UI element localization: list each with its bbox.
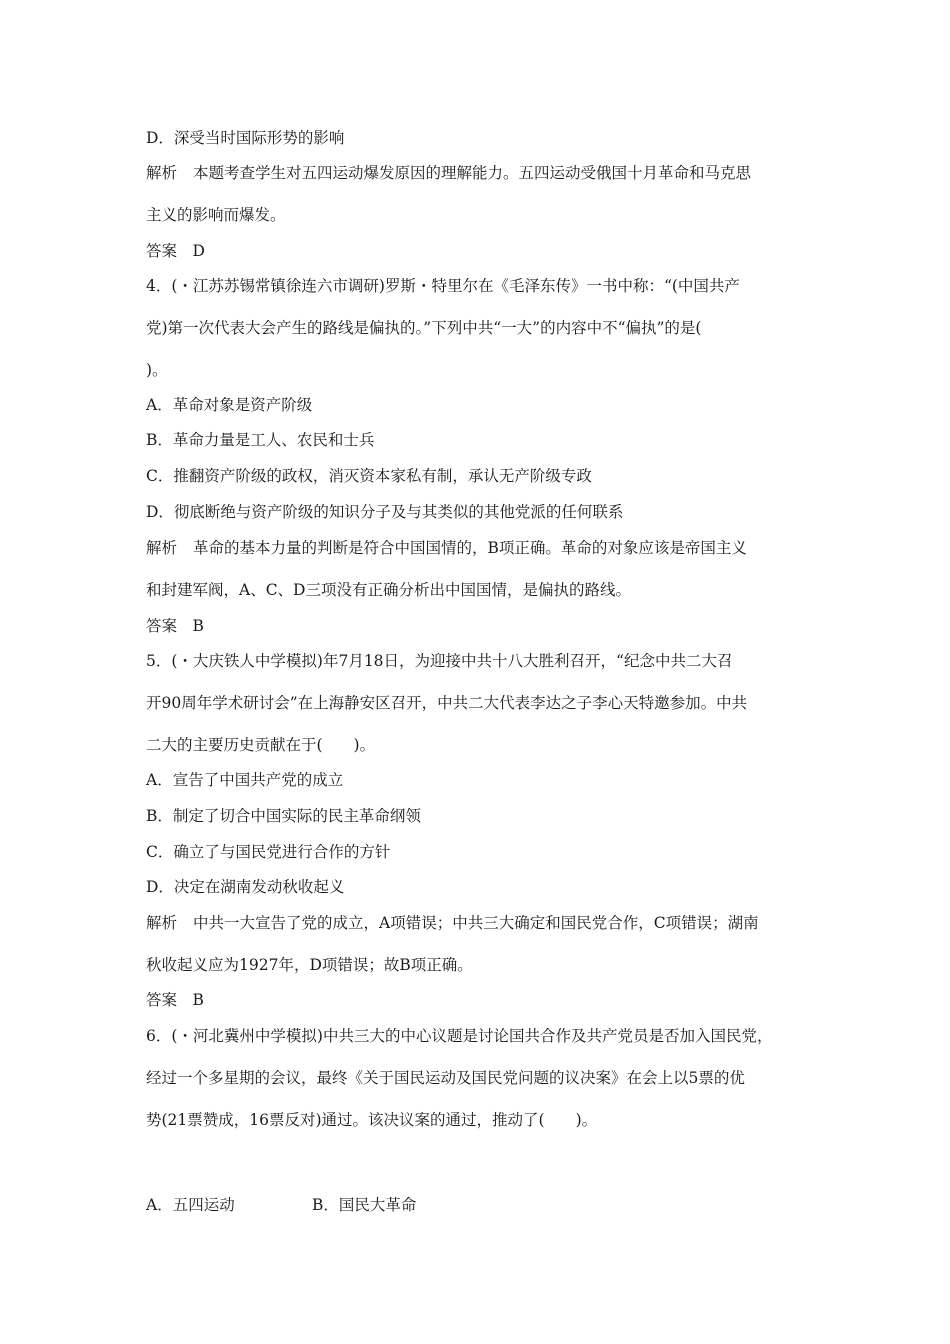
- q6-stem-end: 势(21票赞成，16票反对)通过。该决议案的通过，推动了( )。: [146, 1111, 598, 1129]
- q5-option-a: A．宣告了中国共产党的成立: [146, 771, 344, 789]
- q5-option-d: D．决定在湖南发动秋收起义: [146, 878, 345, 896]
- analysis-text: 中共一大宣告了党的成立，A项错误；中共三大确定和国民党合作，C项错误；湖南: [193, 914, 759, 932]
- q4-option-a: A．革命对象是资产阶级: [146, 396, 313, 414]
- q3-option-d: D．深受当时国际形势的影响: [146, 129, 345, 147]
- q5-analysis-cont: 秋收起义应为1927年，D项错误；故B项正确。: [146, 956, 473, 974]
- q5-answer: 答案 B: [146, 991, 204, 1009]
- q4-answer: 答案 B: [146, 617, 204, 635]
- q5-stem-cont: 开90周年学术研讨会”在上海静安区召开，中共二大代表李达之子李心天特邀参加。中共: [146, 694, 748, 712]
- q5-analysis: [146, 913, 759, 933]
- q6-stem-cont: 经过一个多星期的会议，最终《关于国民运动及国民党问题的议决案》在会上以5票的优: [146, 1069, 745, 1087]
- q6-option-a: A．五四运动: [146, 1196, 235, 1214]
- analysis-label: 解析: [146, 914, 178, 932]
- q5-option-c: C．确立了与国民党进行合作的方针: [146, 843, 391, 861]
- q6-option-b: B．国民大革命: [312, 1196, 417, 1214]
- q3-analysis: [146, 163, 751, 183]
- analysis-text: 本题考查学生对五四运动爆发原因的理解能力。五四运动受俄国十月革命和马克思: [193, 164, 752, 182]
- q5-stem-end: 二大的主要历史贡献在于( )。: [146, 736, 376, 754]
- analysis-label: 解析: [146, 164, 178, 182]
- q4-analysis-cont: 和封建军阀，A、C、D三项没有正确分析出中国国情，是偏执的路线。: [146, 581, 631, 599]
- q3-analysis-cont: 主义的影响而爆发。: [146, 206, 286, 224]
- q4-stem-end: )。: [146, 361, 168, 379]
- q4-analysis: [146, 538, 747, 558]
- analysis-label: 解析: [146, 539, 178, 557]
- q5-stem: 5．(・大庆铁人中学模拟)年7月18日，为迎接中共十八大胜利召开，“纪念中共二大召: [146, 652, 733, 670]
- analysis-text: 革命的基本力量的判断是符合中国国情的，B项正确。革命的对象应该是帝国主义: [193, 539, 747, 557]
- q4-option-b: B．革命力量是工人、农民和士兵: [146, 431, 375, 449]
- q4-option-d: D．彻底断绝与资产阶级的知识分子及与其类似的其他党派的任何联系: [146, 503, 624, 521]
- q6-stem: 6．(・河北冀州中学模拟)中共三大的中心议题是讨论国共合作及共产党员是否加入国民党，: [146, 1027, 773, 1045]
- q5-option-b: B．制定了切合中国实际的民主革命纲领: [146, 807, 421, 825]
- q3-answer: 答案 D: [146, 242, 205, 260]
- q4-stem-cont: 党)第一次代表大会产生的路线是偏执的。”下列中共“一大”的内容中不“偏执”的是(: [146, 319, 702, 337]
- q4-stem: 4．(・江苏苏锡常镇徐连六市调研)罗斯・特里尔在《毛泽东传》一书中称：“(中国共产: [146, 277, 740, 295]
- q4-option-c: C．推翻资产阶级的政权，消灭资本家私有制，承认无产阶级专政: [146, 467, 592, 485]
